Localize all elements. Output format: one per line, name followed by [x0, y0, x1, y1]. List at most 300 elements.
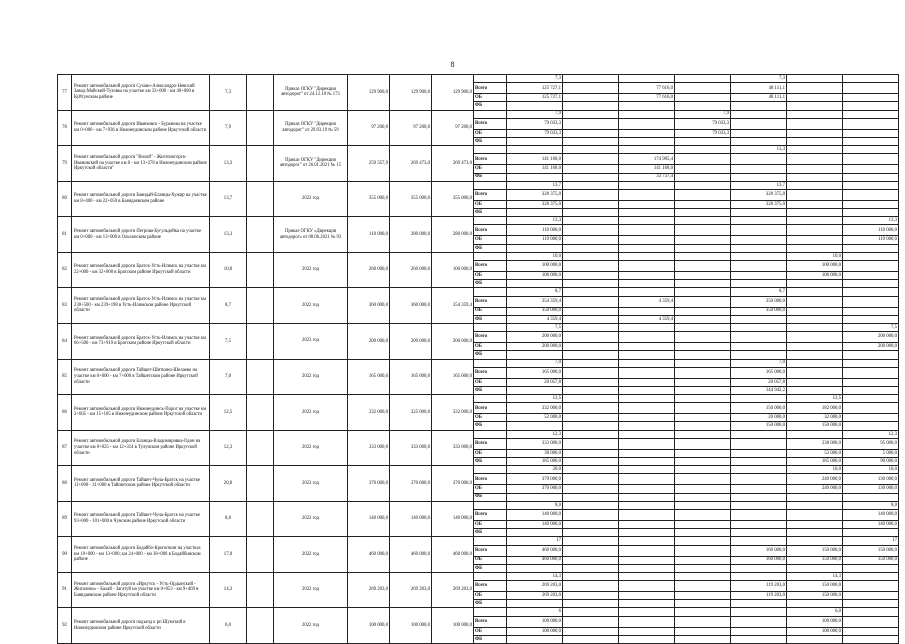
value-cell — [787, 75, 843, 83]
value-cell — [731, 501, 787, 509]
value-cell: 200 000,0 — [507, 343, 563, 351]
value-cell: 77 616,0 — [619, 94, 675, 102]
value-cell: 328 375,0 — [507, 189, 563, 200]
table-row — [58, 501, 899, 509]
basis-cell: Приказ ОГКУ «Дирекция автодорог» от 08.06.2021 № 93 — [274, 217, 348, 253]
budget-label-cell: ОБ — [474, 94, 507, 102]
value-cell — [619, 545, 675, 556]
value-cell — [731, 572, 787, 580]
value-cell — [619, 600, 675, 608]
budget-label-cell — [474, 572, 507, 580]
value-cell — [843, 351, 899, 359]
value-cell — [675, 323, 731, 331]
value-cell — [563, 323, 619, 331]
value-cell — [843, 272, 899, 280]
value-cell: 7,0 — [507, 359, 563, 367]
limit-cell: 280 000,0 — [390, 217, 432, 253]
value-cell — [675, 616, 731, 627]
value-cell — [787, 600, 843, 608]
value-cell: 100 000,0 — [507, 616, 563, 627]
value-cell — [675, 288, 731, 296]
road-name-cell: Ремонт автомобильной дороги Баяндай-Еланцы-Хужир на участке км 8+400 - км 22+050 в Баяндаевском районе — [72, 181, 210, 217]
value-cell — [843, 572, 899, 580]
value-cell — [563, 367, 619, 378]
value-cell — [563, 509, 619, 520]
value-cell — [787, 323, 843, 331]
value-cell: 12,5 — [787, 395, 843, 403]
value-cell — [675, 272, 731, 280]
budget-label-cell — [474, 217, 507, 225]
rest-cell: 333 000,0 — [432, 430, 474, 466]
value-cell — [563, 556, 619, 564]
value-cell — [731, 129, 787, 137]
value-cell — [787, 343, 843, 351]
value-cell: 13,7 — [731, 181, 787, 189]
value-cell — [731, 493, 787, 501]
value-cell: 350 000,0 — [731, 296, 787, 307]
budget-label-cell: ФБ — [474, 102, 507, 110]
value-cell — [731, 323, 787, 331]
value-cell — [563, 501, 619, 509]
limit-cell: 97 200,0 — [390, 110, 432, 146]
value-cell: 354 359,4 — [507, 296, 563, 307]
value-cell — [563, 225, 619, 236]
value-cell — [731, 430, 787, 438]
length-cell: 20,0 — [210, 466, 247, 502]
blank-cell — [247, 430, 274, 466]
value-cell — [787, 351, 843, 359]
value-cell — [675, 225, 731, 236]
value-cell — [843, 200, 899, 208]
cost-cell: 259 357,9 — [348, 146, 390, 182]
value-cell — [675, 209, 731, 217]
value-cell: 150 000,0 — [787, 592, 843, 600]
value-cell — [563, 137, 619, 145]
length-cell: 12,3 — [210, 430, 247, 466]
budget-label-cell: ФБ — [474, 137, 507, 145]
value-cell: 33 737,4 — [619, 173, 675, 181]
value-cell: 79 033,3 — [507, 118, 563, 129]
value-cell — [843, 359, 899, 367]
value-cell — [731, 485, 787, 493]
value-cell: 79 033,3 — [507, 129, 563, 137]
value-cell — [563, 351, 619, 359]
value-cell: 14,3 — [787, 572, 843, 580]
row-number-cell: 89 — [58, 501, 72, 537]
value-cell — [507, 529, 563, 537]
value-cell — [619, 280, 675, 288]
value-cell — [675, 556, 731, 564]
value-cell — [675, 627, 731, 635]
value-cell: 150 000,0 — [843, 545, 899, 556]
value-cell: 100 000,0 — [507, 272, 563, 280]
value-cell: 100 000,0 — [787, 616, 843, 627]
table-row — [58, 359, 899, 367]
table-row — [58, 75, 899, 83]
value-cell — [507, 635, 563, 643]
budget-label-cell: Всего — [474, 438, 507, 449]
limit-cell: 360 000,0 — [390, 288, 432, 324]
basis-cell: 2022 год — [274, 608, 348, 644]
value-cell — [619, 564, 675, 572]
value-cell — [675, 564, 731, 572]
value-cell — [787, 288, 843, 296]
value-cell: 48 111,1 — [731, 83, 787, 94]
row-number-cell: 91 — [58, 572, 72, 608]
value-cell: 140 000,0 — [507, 520, 563, 528]
value-cell — [563, 438, 619, 449]
table-row — [58, 252, 899, 260]
table-row — [58, 537, 899, 545]
value-cell — [675, 244, 731, 252]
value-cell — [507, 600, 563, 608]
value-cell — [787, 200, 843, 208]
value-cell — [619, 403, 675, 414]
value-cell: 110 000,0 — [843, 236, 899, 244]
value-cell: 165 000,0 — [731, 367, 787, 378]
budget-label-cell — [474, 146, 507, 154]
value-cell: 150 000,0 — [843, 556, 899, 564]
rest-cell: 97 200,0 — [432, 110, 474, 146]
length-cell: 13,3 — [210, 146, 247, 182]
road-name-cell: Ремонт автомобильной дороги Тайшет-Чуна-Братск на участке 93+000 - 101+000 в Чунском районе Иркутской области — [72, 501, 210, 537]
value-cell — [563, 545, 619, 556]
value-cell: 165 000,0 — [507, 367, 563, 378]
value-cell — [563, 272, 619, 280]
value-cell — [675, 173, 731, 181]
value-cell: 79 033,3 — [675, 129, 731, 137]
cost-cell: 370 000,0 — [348, 466, 390, 502]
cost-cell: 200 000,0 — [348, 323, 390, 359]
blank-cell — [247, 537, 274, 573]
value-cell — [619, 118, 675, 129]
budget-label-cell: Всего — [474, 545, 507, 556]
length-cell: 13,7 — [210, 181, 247, 217]
value-cell: 12,5 — [507, 395, 563, 403]
length-cell: 7,0 — [210, 359, 247, 395]
value-cell — [675, 181, 731, 189]
length-cell: 7,9 — [210, 110, 247, 146]
budget-label-cell: ФБ — [474, 173, 507, 181]
length-cell: 13,3 — [210, 217, 247, 253]
length-cell: 10,0 — [210, 252, 247, 288]
value-cell — [675, 75, 731, 83]
budget-label-cell: Всего — [474, 581, 507, 592]
value-cell — [619, 438, 675, 449]
road-name-cell: Ремонт автомобильной дороги подъезд к рп Шумский в Нижнеудинском районе Иркутской области — [72, 608, 210, 644]
value-cell — [731, 225, 787, 236]
cost-cell: 100 000,0 — [348, 608, 390, 644]
row-number-cell: 77 — [58, 75, 72, 111]
value-cell: 125 727,1 — [507, 83, 563, 94]
value-cell — [731, 110, 787, 118]
value-cell: 125 727,1 — [507, 94, 563, 102]
value-cell — [619, 110, 675, 118]
value-cell — [675, 438, 731, 449]
value-cell — [619, 252, 675, 260]
budget-label-cell: Всего — [474, 83, 507, 94]
value-cell — [563, 217, 619, 225]
budget-label-cell: Всего — [474, 225, 507, 236]
value-cell — [787, 501, 843, 509]
value-cell: 52 000,0 — [507, 414, 563, 422]
value-cell — [843, 146, 899, 154]
value-cell — [563, 466, 619, 474]
value-cell — [563, 315, 619, 323]
value-cell — [563, 537, 619, 545]
cost-cell: 360 000,0 — [348, 288, 390, 324]
budget-label-cell: ОБ — [474, 236, 507, 244]
value-cell — [675, 236, 731, 244]
value-cell — [843, 83, 899, 94]
value-cell — [563, 493, 619, 501]
value-cell — [843, 261, 899, 272]
budget-label-cell: ОБ — [474, 414, 507, 422]
budget-label-cell: ОБ — [474, 485, 507, 493]
value-cell — [675, 520, 731, 528]
value-cell — [787, 83, 843, 94]
value-cell — [787, 378, 843, 386]
value-cell — [675, 529, 731, 537]
blank-cell — [247, 501, 274, 537]
road-name-cell: Ремонт автомобильной дороги Братск-Усть-Илимск на участке км 22+000 - км 32+000 в Братском районе Иркутской области — [72, 252, 210, 288]
budget-label-cell: Всего — [474, 118, 507, 129]
value-cell — [843, 581, 899, 592]
value-cell — [787, 94, 843, 102]
value-cell: 150 000,0 — [787, 422, 843, 430]
value-cell — [787, 146, 843, 154]
value-cell — [731, 137, 787, 145]
value-cell — [787, 537, 843, 545]
value-cell — [563, 173, 619, 181]
value-cell — [563, 332, 619, 343]
value-cell: 150 000,0 — [731, 403, 787, 414]
value-cell — [619, 351, 675, 359]
limit-cell: 269 473,0 — [390, 146, 432, 182]
value-cell — [563, 307, 619, 315]
value-cell — [675, 485, 731, 493]
rest-cell: 140 000,0 — [432, 501, 474, 537]
value-cell — [731, 520, 787, 528]
value-cell: 100 000,0 — [507, 261, 563, 272]
value-cell — [619, 129, 675, 137]
value-cell — [787, 129, 843, 137]
value-cell — [619, 520, 675, 528]
value-cell — [619, 509, 675, 520]
value-cell — [787, 296, 843, 307]
row-number-cell: 86 — [58, 395, 72, 431]
value-cell — [731, 118, 787, 129]
value-cell — [619, 75, 675, 83]
value-cell — [731, 627, 787, 635]
value-cell — [563, 403, 619, 414]
road-name-cell: Ремонт автомобильной дороги Иванковск - Буранова на участке км 0+000 - км 7+936 в Нижнеудинском районе Иркутской области — [72, 110, 210, 146]
value-cell — [731, 217, 787, 225]
value-cell — [787, 564, 843, 572]
value-cell — [563, 395, 619, 403]
basis-cell: 2022 год — [274, 501, 348, 537]
blank-cell — [247, 181, 274, 217]
budget-label-cell: Всего — [474, 296, 507, 307]
value-cell — [563, 449, 619, 457]
value-cell — [787, 217, 843, 225]
value-cell — [563, 296, 619, 307]
row-number-cell: 81 — [58, 217, 72, 253]
value-cell — [619, 244, 675, 252]
basis-cell: 2023 год — [274, 323, 348, 359]
value-cell — [843, 244, 899, 252]
value-cell — [731, 102, 787, 110]
value-cell: 370 000,0 — [507, 485, 563, 493]
value-cell — [731, 474, 787, 485]
basis-cell: 2022 год — [274, 252, 348, 288]
value-cell — [731, 154, 787, 165]
budget-label-cell: ОБ — [474, 449, 507, 457]
value-cell — [675, 493, 731, 501]
value-cell — [675, 189, 731, 200]
value-cell: 370 000,0 — [507, 474, 563, 485]
row-number-cell: 80 — [58, 181, 72, 217]
blank-cell — [247, 608, 274, 644]
value-cell — [619, 395, 675, 403]
limit-cell: 355 000,0 — [390, 181, 432, 217]
value-cell: 140 000,0 — [507, 509, 563, 520]
budget-label-cell: ОБ — [474, 200, 507, 208]
value-cell — [619, 581, 675, 592]
value-cell — [619, 288, 675, 296]
length-cell: 8,7 — [210, 288, 247, 324]
road-name-cell: Ремонт автомобильной дороги Петрова-Бугульдейка на участке км 0+000 - км 13+000 в Ольхонском районе — [72, 217, 210, 253]
value-cell — [619, 430, 675, 438]
value-cell — [843, 296, 899, 307]
value-cell — [563, 600, 619, 608]
value-cell: 110 000,0 — [507, 225, 563, 236]
value-cell — [675, 252, 731, 260]
value-cell — [507, 244, 563, 252]
value-cell — [731, 509, 787, 520]
value-cell — [843, 386, 899, 394]
value-cell — [675, 94, 731, 102]
value-cell: 17 — [507, 537, 563, 545]
budget-label-cell: ОБ — [474, 165, 507, 173]
value-cell — [619, 378, 675, 386]
table-row — [58, 181, 899, 189]
value-cell — [787, 315, 843, 323]
value-cell: 20 000,0 — [731, 414, 787, 422]
value-cell — [563, 280, 619, 288]
value-cell — [731, 466, 787, 474]
value-cell — [563, 359, 619, 367]
value-cell — [619, 323, 675, 331]
value-cell — [619, 332, 675, 343]
rest-cell: 332 000,0 — [432, 395, 474, 431]
value-cell — [675, 592, 731, 600]
value-cell: 350 000,0 — [507, 307, 563, 315]
value-cell — [843, 209, 899, 217]
value-cell — [619, 556, 675, 564]
value-cell: 4 359,4 — [619, 315, 675, 323]
value-cell — [675, 137, 731, 145]
value-cell — [675, 386, 731, 394]
rest-cell: 165 000,0 — [432, 359, 474, 395]
value-cell — [563, 564, 619, 572]
value-cell — [787, 110, 843, 118]
value-cell: 13,7 — [507, 181, 563, 189]
cost-cell: 129 900,0 — [348, 75, 390, 111]
value-cell — [787, 386, 843, 394]
value-cell — [507, 564, 563, 572]
value-cell — [843, 189, 899, 200]
value-cell — [675, 102, 731, 110]
basis-cell: 2022 год — [274, 359, 348, 395]
value-cell — [675, 537, 731, 545]
budget-label-cell — [474, 181, 507, 189]
value-cell — [563, 102, 619, 110]
value-cell — [843, 280, 899, 288]
budget-label-cell: ОБ — [474, 378, 507, 386]
budget-label-cell: ФБ — [474, 244, 507, 252]
budget-label-cell — [474, 323, 507, 331]
value-cell — [507, 102, 563, 110]
value-cell — [563, 75, 619, 83]
value-cell — [619, 386, 675, 394]
blank-cell — [247, 359, 274, 395]
rest-cell: 460 000,0 — [432, 537, 474, 573]
value-cell: 160 000,0 — [731, 556, 787, 564]
value-cell — [675, 359, 731, 367]
budget-label-cell: Всего — [474, 332, 507, 343]
value-cell: 32 000,0 — [787, 414, 843, 422]
road-name-cell: Ремонт автомобильной дороги Братск-Усть-Илимск на участке км 66+500 - км 73+919 в Братском районе Иркутской области — [72, 323, 210, 359]
value-cell — [563, 200, 619, 208]
value-cell — [563, 592, 619, 600]
value-cell: 7,3 — [507, 75, 563, 83]
value-cell — [619, 608, 675, 616]
value-cell — [787, 173, 843, 181]
basis-cell: Приказ ОГКУ "Дирекция автодорог" от 24.12.18 № 173 — [274, 75, 348, 111]
road-repair-table — [57, 74, 899, 644]
budget-label-cell: ОБ — [474, 592, 507, 600]
value-cell — [843, 529, 899, 537]
value-cell — [507, 209, 563, 217]
table-row — [58, 430, 899, 438]
road-name-cell: Ремонт автомобильной дороги Нижнеудинск-Порог на участке км 2+605 - км 15+105 в Нижнеудинском районе Иркутской области — [72, 395, 210, 431]
value-cell: 160 000,0 — [731, 545, 787, 556]
value-cell — [563, 181, 619, 189]
budget-label-cell: ОБ — [474, 307, 507, 315]
value-cell — [843, 608, 899, 616]
value-cell — [675, 466, 731, 474]
row-number-cell: 82 — [58, 252, 72, 288]
value-cell — [843, 635, 899, 643]
length-cell: 7,3 — [210, 75, 247, 111]
value-cell: 141 168,0 — [507, 154, 563, 165]
value-cell — [843, 165, 899, 173]
value-cell: 10,0 — [843, 466, 899, 474]
value-cell — [787, 529, 843, 537]
value-cell — [563, 83, 619, 94]
value-cell — [675, 378, 731, 386]
value-cell: 20 057,8 — [731, 378, 787, 386]
value-cell — [675, 146, 731, 154]
value-cell — [619, 422, 675, 430]
value-cell: 4 359,4 — [619, 296, 675, 307]
value-cell — [563, 635, 619, 643]
value-cell — [843, 395, 899, 403]
value-cell: 7,5 — [843, 323, 899, 331]
road-name-cell: Ремонт автомобильной дороги Сухово-Александро-Невский Завод-Майский-Тузовка на участке км 33+000 - км 40+000 в Куйтунском районе — [72, 75, 210, 111]
row-number-cell: 85 — [58, 359, 72, 395]
